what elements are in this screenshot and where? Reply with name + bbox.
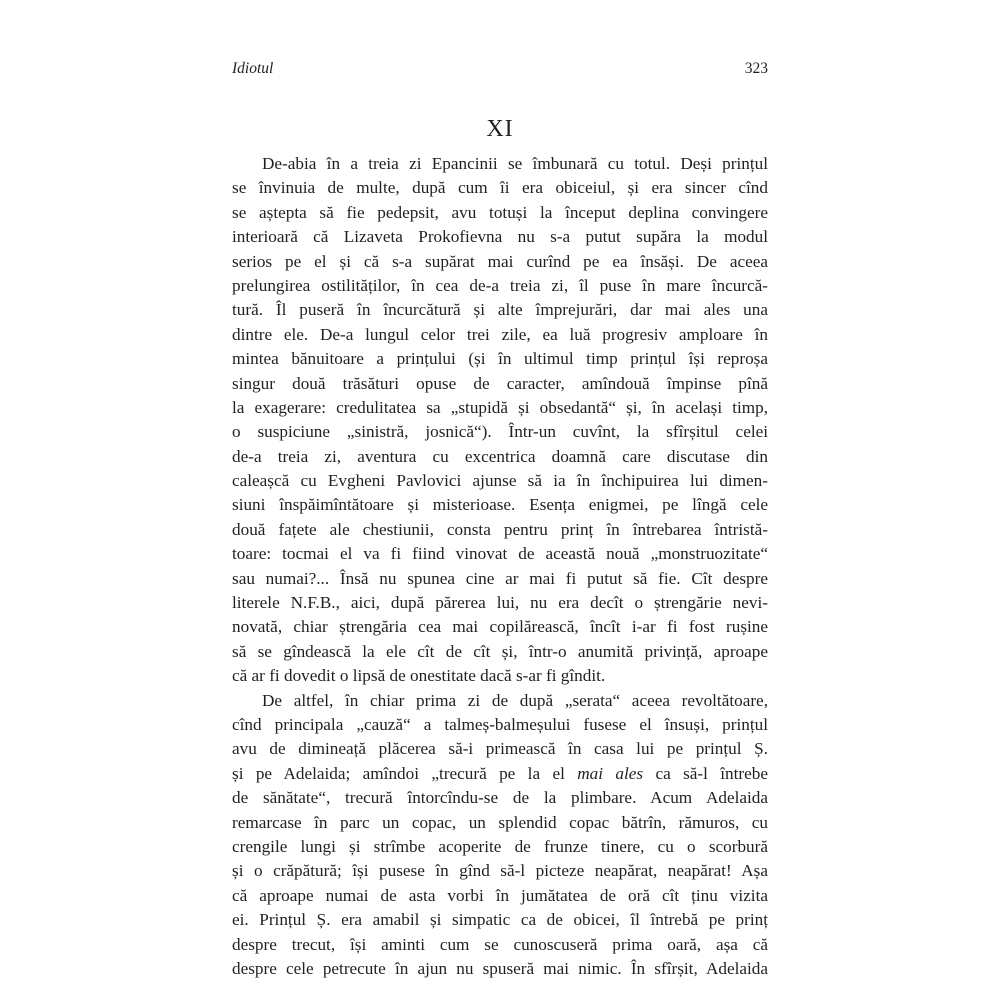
chapter-heading: XI xyxy=(486,116,514,142)
text-line: prelungirea ostilităților, în cea de-a treia zi, îl puse în mare încurcă- xyxy=(232,275,768,295)
text-line: și o crăpătură; își pusese în gînd să-l picteze neapărat, neapărat! Așa xyxy=(232,861,768,881)
text-line: se învinuia de multe, după cum îi era obiceiul, și era sincer cînd xyxy=(232,178,768,198)
text-line: crengile lungi și strîmbe acoperite de frunze tinere, cu o scorbură xyxy=(232,836,768,856)
text-line: sau numai?... Însă nu spunea cine ar mai fi putut să fie. Cît despre xyxy=(232,568,768,588)
text-line: să se gîndească la ele cît de cît și, într-o anumită privință, aproape xyxy=(232,641,768,661)
text-segment: și pe Adelaida; amîndoi „trecură pe la el xyxy=(232,763,578,783)
text-line xyxy=(232,762,768,786)
text-line: o suspiciune „sinistră, josnică“). Într-un cuvînt, la sfîrșitul celei xyxy=(232,422,768,442)
text-line: toare: tocmai el va fi fiind vinovat de această nouă „monstruozitate“ xyxy=(232,544,768,564)
text-line: despre trecut, își aminti cum se cunoscuseră prima oară, așa că xyxy=(232,934,768,954)
italic-emphasis: mai ales xyxy=(577,763,644,783)
text-line: se aștepta să fie pedepsit, avu totuși la început deplina convingere xyxy=(232,202,768,222)
text-line: de sănătate“, trecură întorcîndu-se de la plimbare. Acum Adelaida xyxy=(232,788,768,808)
running-header xyxy=(232,60,768,84)
text-line: avu de dimineață plăcerea să-i primească în casa lui pe prințul Ș. xyxy=(232,739,768,759)
text-line: mintea bănuitoare a prințului (și în ultimul timp prințul își reproșa xyxy=(232,349,768,369)
text-line: De altfel, în chiar prima zi de după „serata“ aceea revoltătoare, xyxy=(262,690,768,710)
text-line: despre cele petrecute în ajun nu spuseră mai nimic. În sfîrșit, Adelaida xyxy=(232,958,768,978)
text-line: novată, chiar ștrengăria cea mai copilărească, încît i-ar fi fost rușine xyxy=(232,617,768,637)
text-line: dintre ele. De-a lungul celor trei zile, ea luă progresiv amploare în xyxy=(232,324,768,344)
text-line: De-abia în a treia zi Epancinii se îmbunară cu totul. Deși prințul xyxy=(262,154,768,173)
text-line: tură. Îl puseră în încurcătură și alte împrejurări, dar mai ales una xyxy=(232,300,768,320)
text-line: la exagerare: credulitatea sa „stupidă și obsedantă“ și, în același timp, xyxy=(232,397,768,417)
body-text xyxy=(232,152,768,981)
text-line: serios pe el și că s-a supărat mai curînd pe ea însăși. De aceea xyxy=(232,251,768,271)
text-line: siuni înspăimîntătoare și misterioase. Esența enigmei, pe lîngă cele xyxy=(232,495,768,515)
text-line: literele N.F.B., aici, după părerea lui, nu era decît o ștrengărie nevi- xyxy=(232,593,768,613)
text-line: caleașcă cu Evgheni Pavlovici ajunse să ia în închipuirea lui dimen- xyxy=(232,471,768,491)
text-line: că ar fi dovedit o lipsă de onestitate dacă s-ar fi gîndit. xyxy=(232,666,606,686)
text-line: de-a treia zi, aventura cu excentrica doamnă care discutase din xyxy=(232,446,768,466)
text-line: remarcase în parc un copac, un splendid copac bătrîn, rămuros, cu xyxy=(232,812,768,832)
text-line: cînd principala „cauză“ a talmeș-balmeșului fusese el însuși, prințul xyxy=(232,714,768,734)
text-line: ei. Prințul Ș. era amabil și simpatic ca de obicei, îl întrebă pe prinț xyxy=(232,910,768,930)
book-title: Idiotul xyxy=(232,60,274,77)
text-line: că aproape numai de asta vorbi în jumătatea de oră cît ținu vizita xyxy=(232,885,768,905)
text-line: interioară că Lizaveta Prokofievna nu s-a putut supăra la modul xyxy=(232,227,768,247)
text-line: două fațete ale chestiunii, consta pentru prinț în întrebarea întristă- xyxy=(232,519,768,539)
text-segment: ca să-l întrebe xyxy=(643,763,768,783)
page-number: 323 xyxy=(744,60,768,77)
text-line: singur două trăsături opuse de caracter, amîndouă împinse pînă xyxy=(232,373,768,393)
